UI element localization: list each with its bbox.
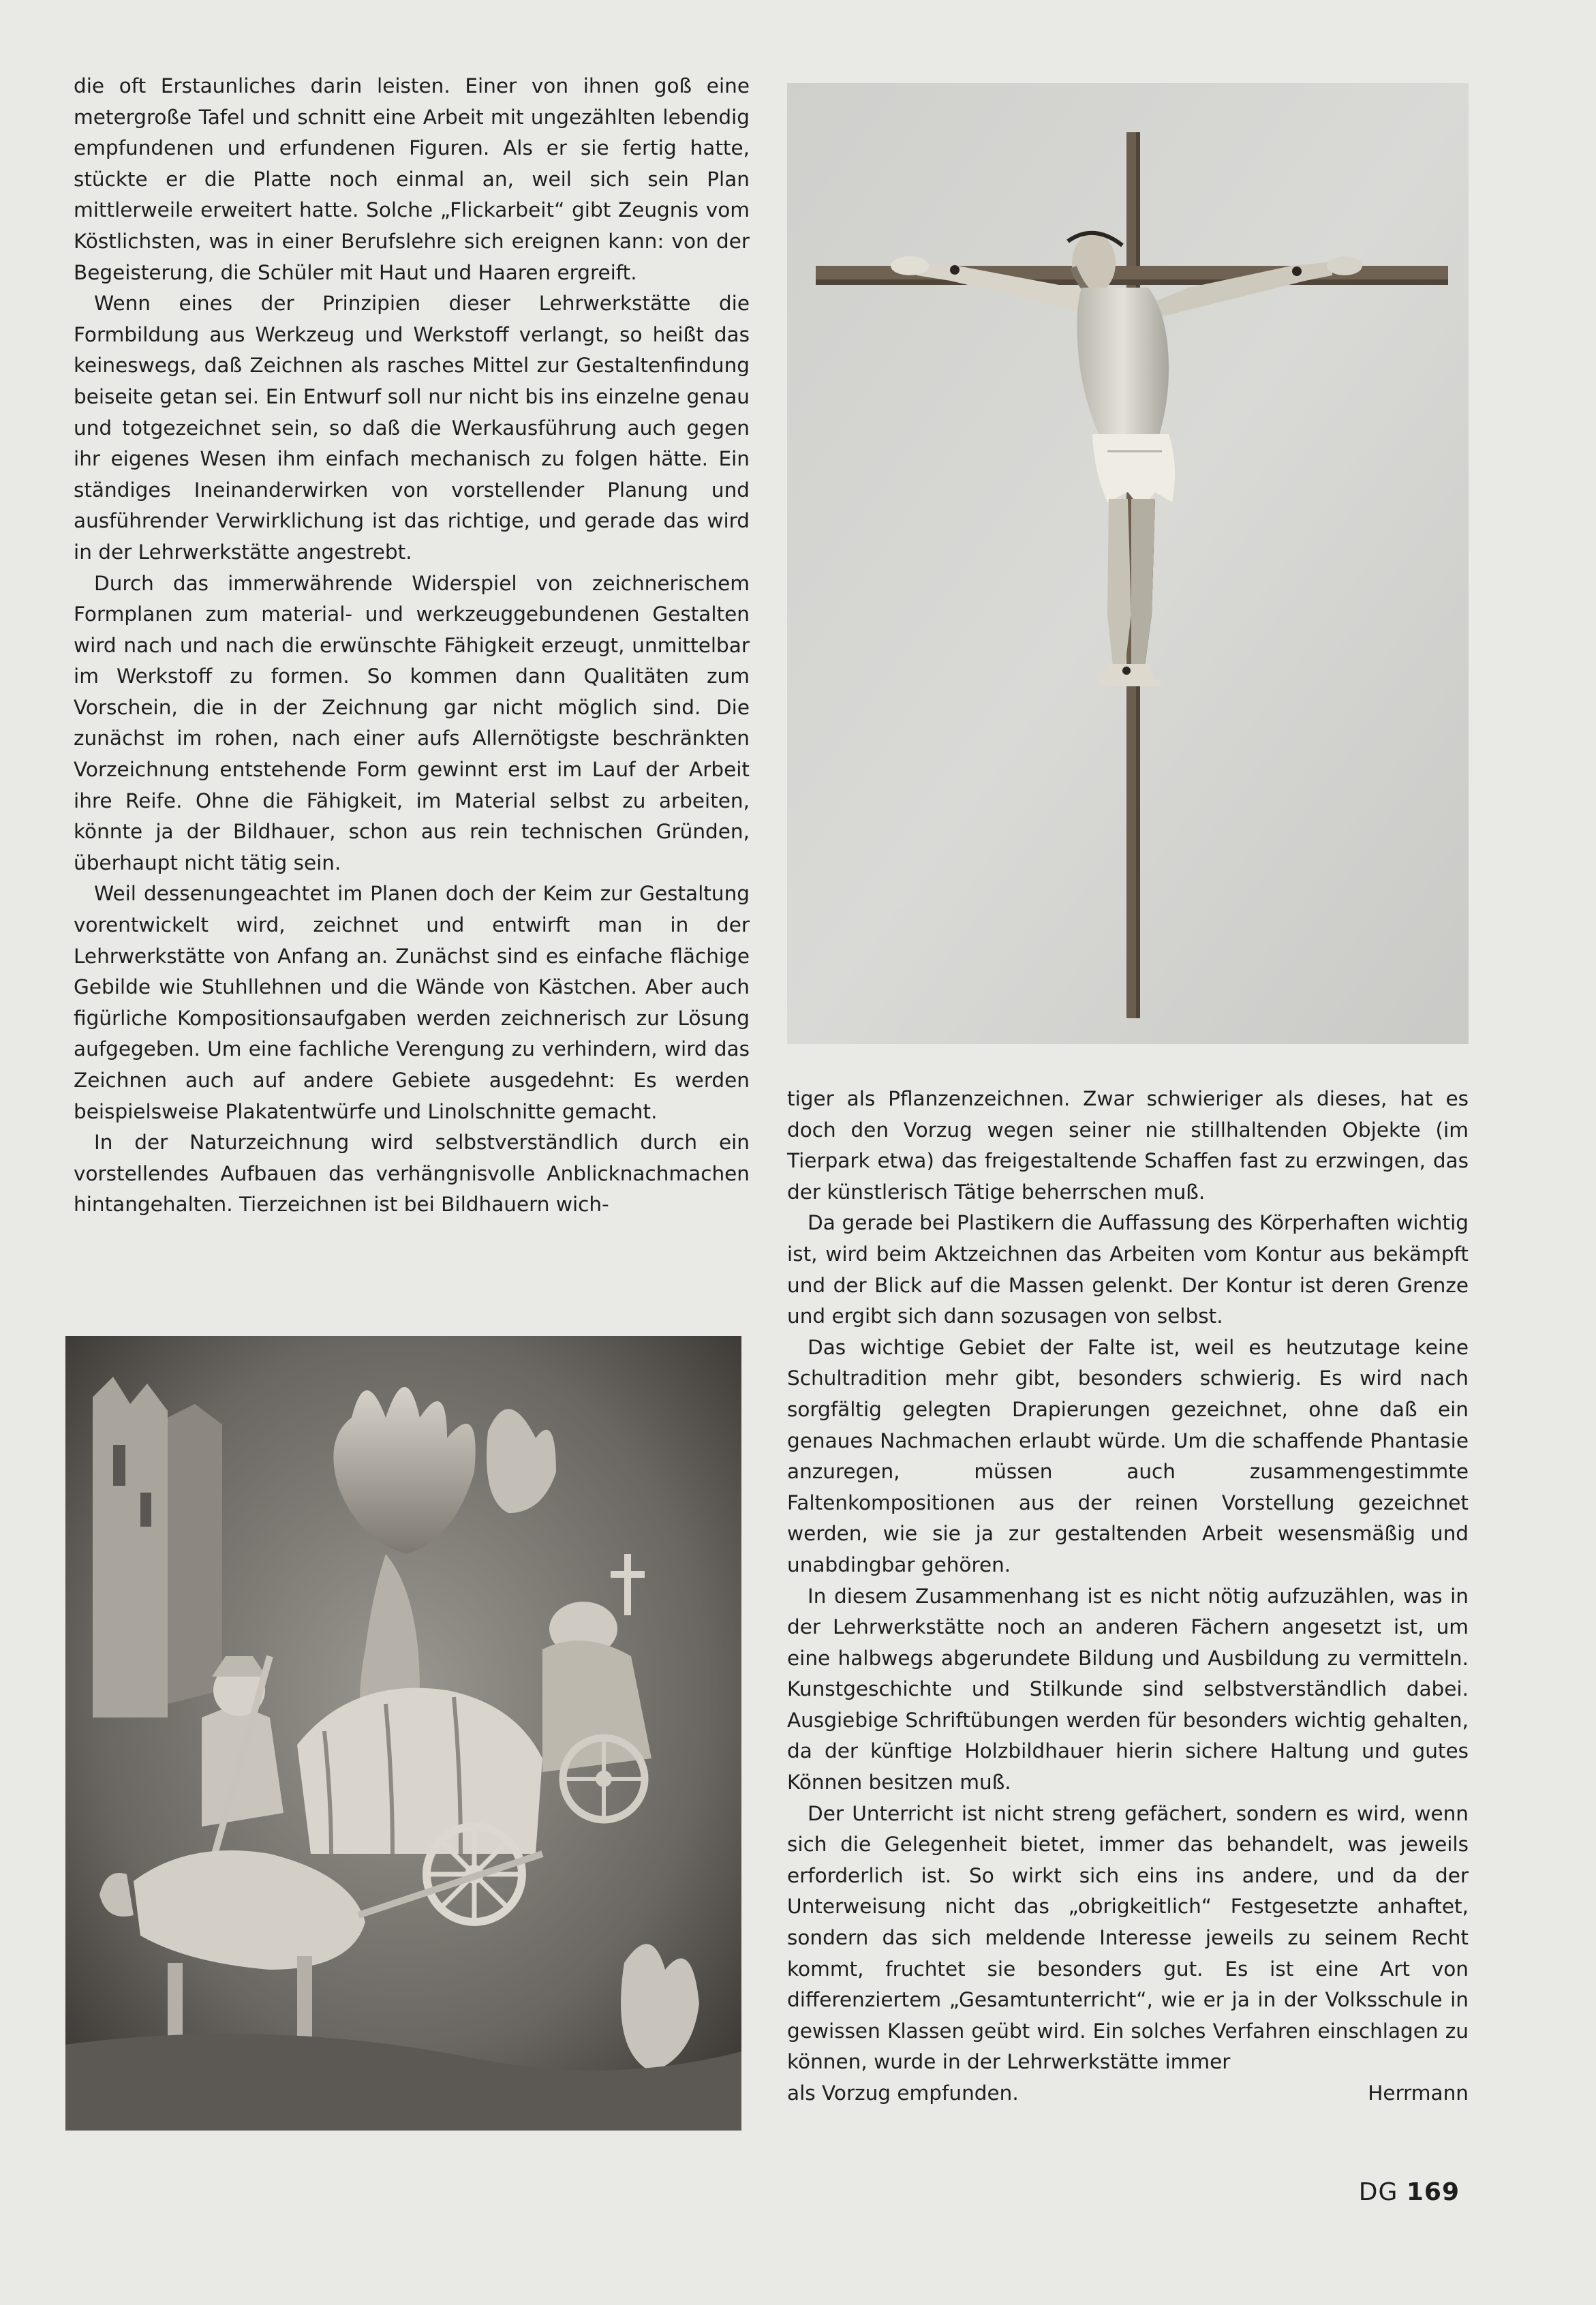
paragraph: Da gerade bei Plastikern die Auffassung des Körperhaften wichtig ist, wird beim Aktzeichnen das Arbeiten vom Kontur aus bekämpft und der Blick auf die Massen gelenkt. Der Kontur ist deren Grenze und ergibt sich dann sozusagen von selbst. [787,1211,1469,1328]
paragraph: Wenn eines der Prinzipien dieser Lehrwerkstätte die Formbildung aus Werkzeug und Werkstoff verlangt, so heißt das keineswegs, daß Zeichnen als rasches Mittel zur Gestaltenfindung beiseite getan sei. Ein Entwurf soll nur nicht bis ins einzelne genau und totgezeichnet sein, so daß die Werkausführung auch gegen ihr eigenes Wesen ihm einfach mechanisch zu folgen hätte. Ein ständiges Ineinanderwirken von vorstellender Planung und ausführender Verwirklichung ist das richtige, und gerade das wird in der Lehrwerkstätte angestrebt. [74,292,750,564]
paragraph: Der Unterricht ist nicht streng gefächert, sondern es wird, wenn sich die Gelegenheit bietet, immer das behandelt, was jeweils erforderlich ist. So wirkt sich eins ins andere, und da der Unterweisung nicht das „obrigkeitlich“ Festgesetzte anhaftet, sondern das sich meldende Interesse jeweils zu seinem Recht kommt, fruchtet sie besonders gut. Es ist eine Art von differenziertem „Gesamtunterricht“, wie er ja in der Volksschule in gewissen Klassen geübt wird. Ein solches Verfahren einschlagen zu können, wurde in der Lehrwerkstätte immer [787,1801,1469,2074]
author-signature: Herrmann [1368,2081,1469,2105]
crucifix-photo [787,83,1469,1044]
page-folio [1359,2178,1460,2206]
paragraph: die oft Erstaunliches darin leisten. Einer von ihnen goß eine metergroße Tafel und schnitt eine Arbeit mit ungezählten lebendig empfundenen und erfundenen Figuren. Als er sie fertig hatte, stückte er die Platte noch einmal an, weil sich sein Plan mittlerweile erweitert hatte. Solche „Flickarbeit“ gibt Zeugnis vom Köstlichsten, was in einer Berufslehre sich ereignen kann: von der Begeisterung, die Schüler mit Haut und Haaren ergreift. [74,74,750,284]
wood-relief-photo [65,1336,741,2131]
paragraph: Durch das immerwährende Widerspiel von zeichnerischem Formplanen zum material- und werkzeuggebundenen Gestalten wird nach und nach die erwünschte Fähigkeit erzeugt, unmittelbar im Werkstoff zu formen. So kommen dann Qualitäten zum Vorschein, die in der Zeichnung gar nicht möglich sind. Die zunächst im rohen, nach einer aufs Allernötigste beschränkten Vorzeichnung entstehende Form gewinnt erst im Lauf der Arbeit ihre Reife. Ohne die Fähigkeit, im Material selbst zu arbeiten, könnte ja der Bildhauer, schon aus rein technischen Gründen, überhaupt nicht tätig sein. [74,571,750,874]
paragraph: Weil dessenungeachtet im Planen doch der Keim zur Gestaltung vorentwickelt wird, zeichnet und entwirft man in der Lehrwerkstätte von Anfang an. Zunächst sind es einfache flächige Gebilde wie Stuhllehnen und die Wände von Kästchen. Aber auch figürliche Kompositionsaufgaben werden zeichnerisch zur Lösung aufgegeben. Um eine fachliche Verengung zu verhindern, wird das Zeichnen auch auf andere Gebiete ausgedehnt: Es werden beispielsweise Plakatentwürfe und Linolschnitte gemacht. [74,882,750,1123]
folio-prefix: DG [1358,2178,1398,2206]
paragraph: In der Naturzeichnung wird selbstverständlich durch ein vorstellendes Aufbauen das verhängnisvolle Anblicknachmachen hintangehalten. Tierzeichnen ist bei Bildhauern wich- [74,1131,750,1217]
page-number: 169 [1406,2178,1460,2206]
closing-text: als Vorzug empfunden. [787,2081,1019,2105]
closing-line [787,2078,1469,2109]
right-column-text [787,1084,1469,2109]
paragraph: tiger als Pflanzenzeichnen. Zwar schwieriger als dieses, hat es doch den Vorzug wegen seiner nie stillhaltenden Objekte (im Tierpark etwa) das freigestaltende Schaffen fast zu erzwingen, das der künstlerisch Tätige beherrschen muß. [787,1087,1469,1204]
paragraph: Das wichtige Gebiet der Falte ist, weil es heutzutage keine Schultradition mehr gibt, besonders schwierig. Es wird nach sorgfältig gelegten Drapierungen gezeichnet, ohne daß ein genaues Nachmachen erlaubt würde. Um die schaffende Phantasie anzuregen, müssen auch zusammengestimmte Faltenkompositionen aus der reinen Vorstellung gezeichnet werden, wie sie ja zur gestaltenden Arbeit wesensmäßig und unabdingbar gehören. [787,1335,1469,1576]
paragraph: In diesem Zusammenhang ist es nicht nötig aufzuzählen, was in der Lehrwerkstätte noch an anderen Fächern angesetzt ist, um eine halbwegs abgerundete Bildung und Ausbildung zu vermitteln. Kunstgeschichte und Stilkunde sind selbstverständlich dabei. Ausgiebige Schriftübungen werden für besonders wichtig gehalten, da der künftige Holzbildhauer hierin sichere Haltung und gutes Können besitzen muß. [787,1584,1469,1795]
left-column-text [74,71,750,1221]
